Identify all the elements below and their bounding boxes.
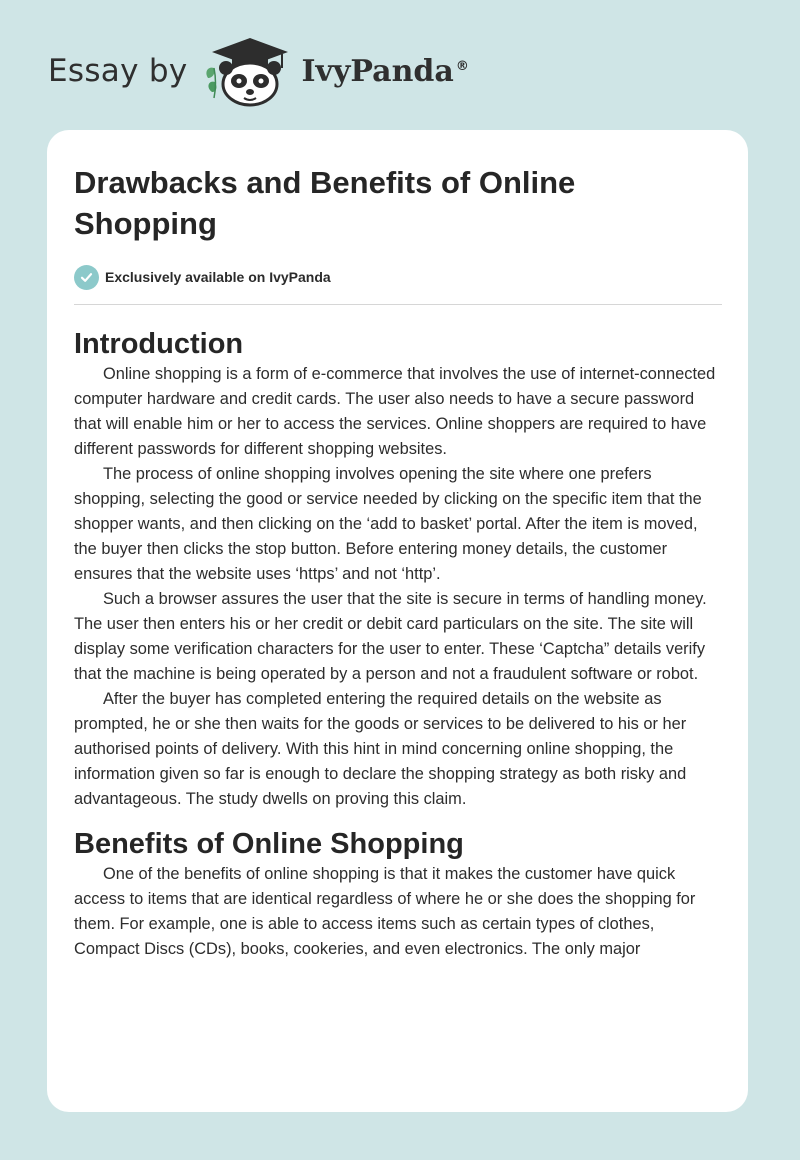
- essay-card: [47, 130, 748, 1112]
- paragraph: Such a browser assures the user that the site is secure in terms of handling money. The user then enters his or her credit or debit card particulars on the site. The site will display some verification characters for the user to enter. These ‘Captcha” details verify that the machine is being operated by a person and not a fraudulent software or robot.: [74, 590, 707, 683]
- paragraph: The process of online shopping involves opening the site where one prefers shopping, selecting the good or service needed by clicking on the specific item that the shopper wants, and then clicking on the ‘add to basket’ portal. After the item is moved, the buyer then clicks the stop button. Before entering money details, the customer ensures that the website uses ‘https’ and not ‘http’.: [74, 465, 702, 583]
- brand-name-text: IvyPanda: [301, 53, 454, 89]
- paragraph: Online shopping is a form of e-commerce that involves the use of internet-connected computer hardware and credit cards. The user also needs to have a secure password that will enable him or her to access the services. Online shoppers are required to have different passwords for different shopping websites.: [74, 365, 716, 458]
- paragraph: One of the benefits of online shopping is that it makes the customer have quick access to items that are identical regardless of where he or she does the shopping for them. For example, one is able to access items such as certain types of clothes, Compact Discs (CDs), books, cookeries, and even electronics. The only major: [74, 865, 696, 958]
- panda-logo-icon: [202, 34, 298, 108]
- divider: [74, 304, 722, 305]
- section-heading-introduction: Introduction: [74, 328, 244, 360]
- exclusive-badge: [74, 264, 721, 290]
- section-heading-benefits: Benefits of Online Shopping: [74, 828, 464, 860]
- brand-header[interactable]: [48, 34, 469, 108]
- registered-mark: ®: [455, 58, 469, 74]
- essay-by-label: Essay by: [48, 53, 188, 89]
- check-circle-icon: [74, 265, 99, 290]
- essay-title: Drawbacks and Benefits of Online Shopping: [74, 165, 576, 241]
- paragraph: After the buyer has completed entering the required details on the website as prompted, he or she then waits for the goods or services to be delivered to his or her authorised points of delivery. With this hint in mind concerning online shopping, the information given so far is enough to declare the shopping strategy as both risky and advantageous. The study dwells on proving this claim.: [74, 690, 687, 808]
- badge-text: Exclusively available on IvyPanda: [105, 269, 331, 285]
- brand-name: [302, 54, 469, 89]
